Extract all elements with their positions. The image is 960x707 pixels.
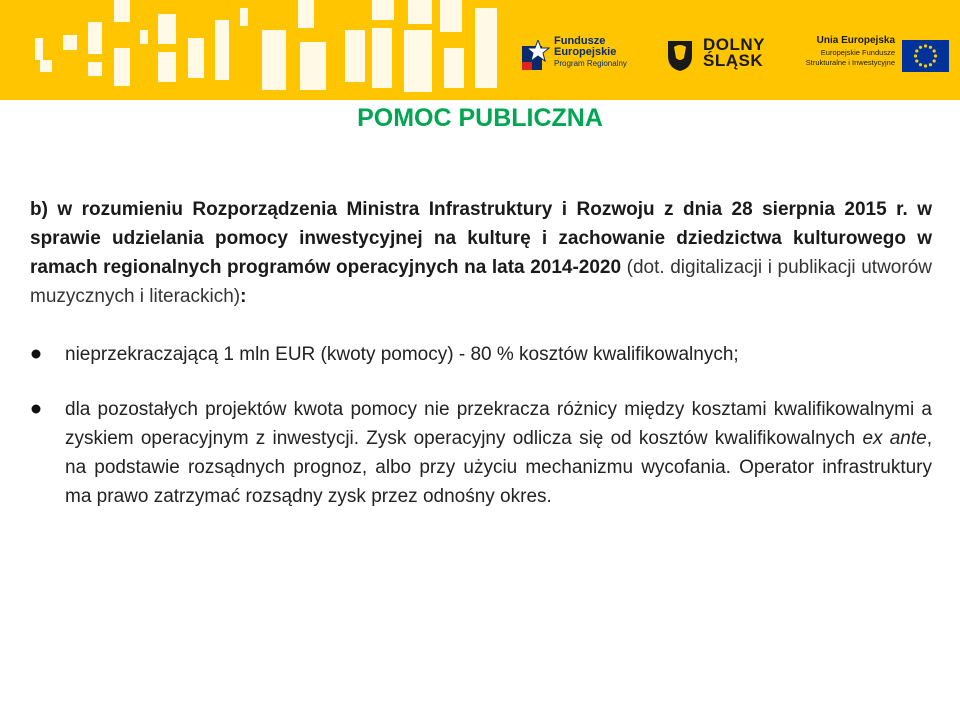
bullet-text-before: dla pozostałych projektów kwota pomocy nie przekracza różnicy między kosztami kwalifikowalnymi a zyskiem operacyjnym z inwestycji. Zysk operacyjny odlicza się od kosztów kwalifikowalnych	[65, 399, 932, 449]
bullet-text-after: , na podstawie rozsądnych prognoz, albo przy użyciu mechanizmu wycofania. Operator infrastruktury ma prawo zatrzymać rozsądny zysk przez odnośny okres.	[65, 428, 932, 507]
decorative-shapes	[0, 0, 500, 100]
page-title: POMOC PUBLICZNA	[357, 104, 603, 132]
fundusze-europejskie-logo	[520, 36, 650, 86]
eu-flag-icon	[902, 40, 949, 72]
fundusze-line1: Fundusze	[554, 35, 606, 47]
intro-bold-text: b) w rozumieniu Rozporządzenia Ministra Infrastruktury i Rozwoju z dnia 28 sierpnia 2015 r. w sprawie udzielania pomocy inwestycyjnej na kulturę i zachowanie dziedzictwa kulturowego w ramach regionalnych programów operacyjnych na lata 2014-2020	[30, 199, 932, 278]
header-band	[0, 0, 960, 100]
bullet-icon	[31, 404, 41, 414]
unia-europejska-logo	[795, 36, 960, 86]
list-item	[30, 340, 932, 369]
list-item	[30, 395, 932, 511]
fundusze-line2: Europejskie	[554, 46, 617, 58]
fundusze-star-icon	[520, 40, 550, 74]
bullet-list	[30, 340, 932, 511]
intro-plain-text: (dot. digitalizacji i publikacji utworów muzycznych i literackich)	[30, 257, 932, 307]
fundusze-line3: Program Regionalny	[554, 59, 627, 68]
bullet-icon	[31, 349, 41, 359]
bullet-italic-term: ex ante	[862, 428, 927, 449]
intro-paragraph	[30, 195, 932, 311]
unia-line3: Strukturalne i Inwestycyjne	[805, 58, 895, 67]
unia-line2: Europejskie Fundusze	[820, 48, 895, 57]
bullet-text: nieprzekraczającą 1 mln EUR (kwoty pomocy) - 80 % kosztów kwalifikowalnych;	[65, 344, 739, 365]
dolny-slask-logo	[665, 36, 775, 86]
eagle-crest-icon	[665, 38, 695, 72]
unia-line1: Unia Europejska	[816, 35, 895, 46]
intro-colon: :	[240, 286, 247, 307]
dolny-slask-line2: ŚLĄSK	[703, 51, 764, 70]
dolny-slask-line1: DOLNY	[703, 35, 765, 54]
